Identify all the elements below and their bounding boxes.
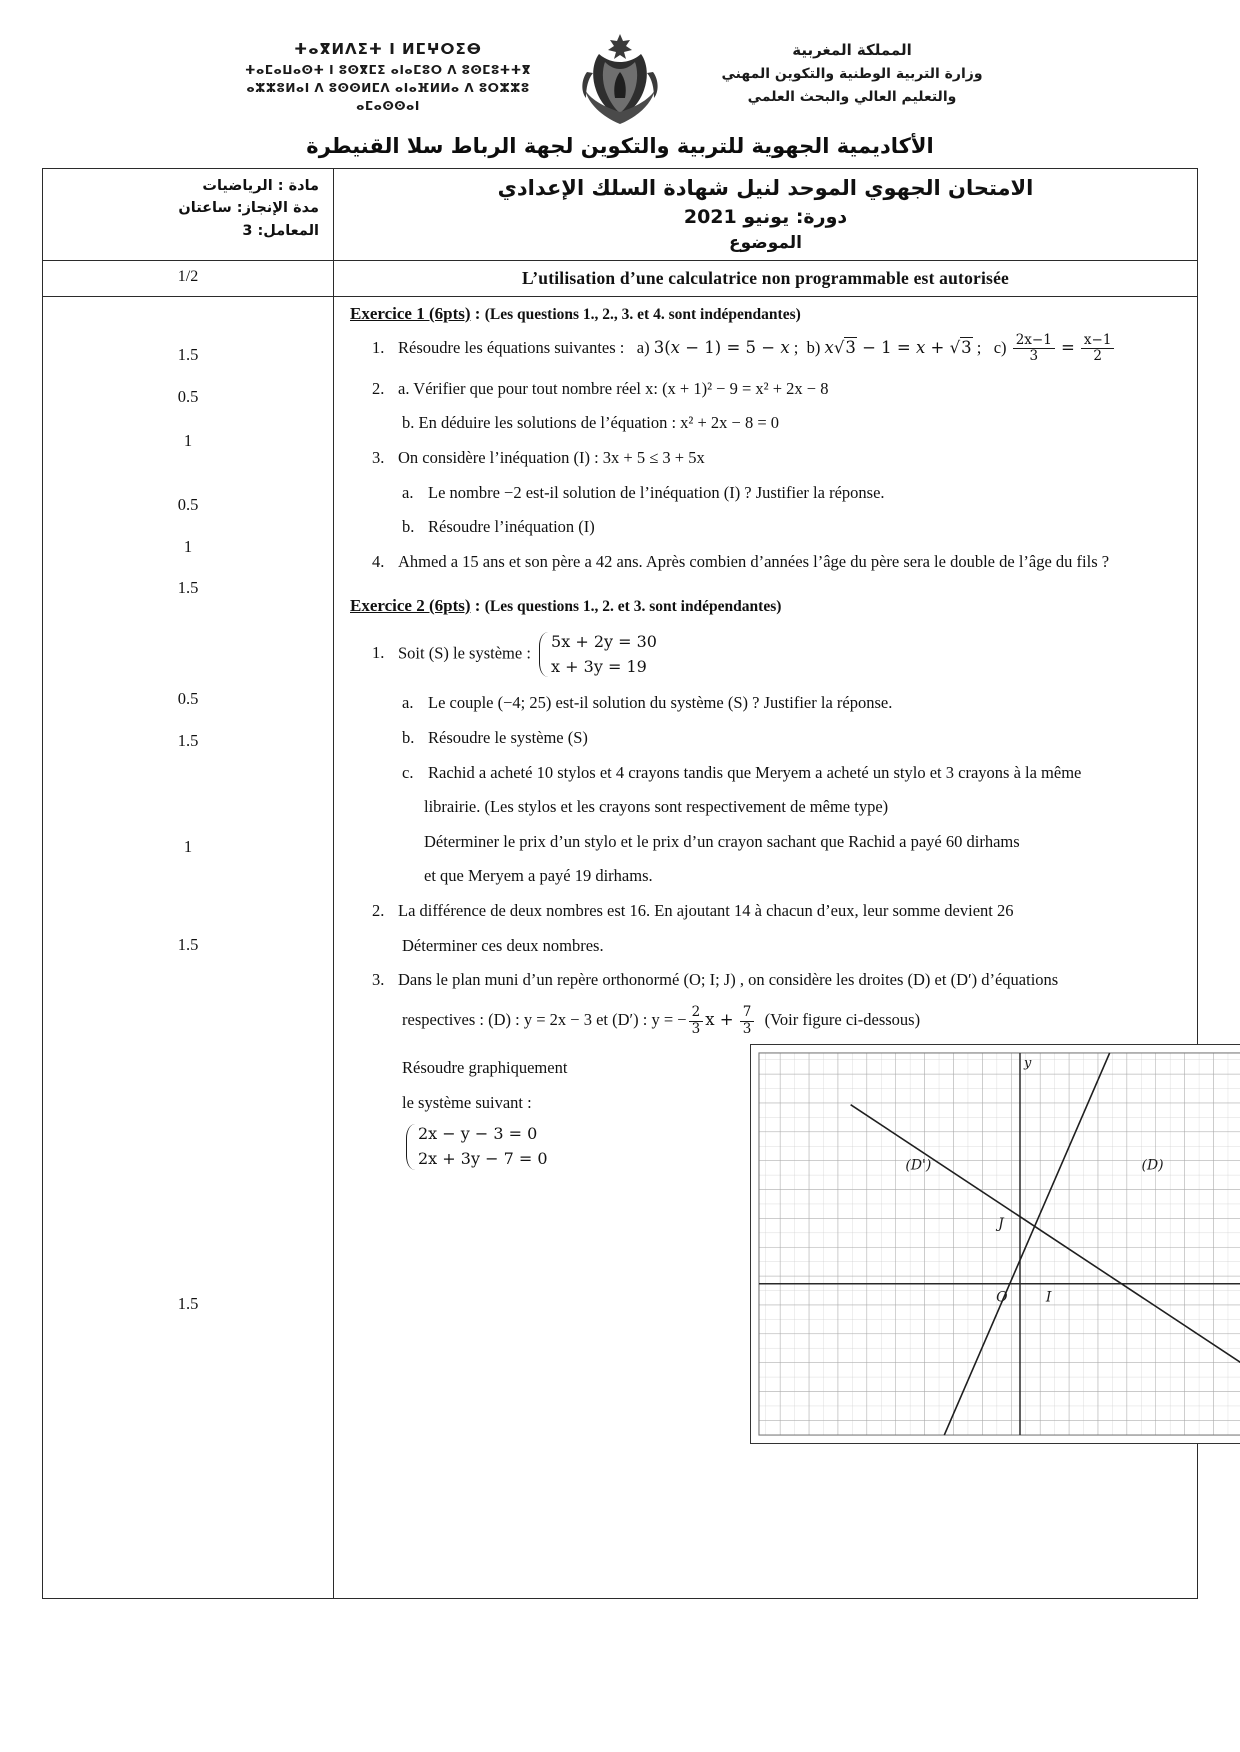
points-ex2-q1a: 0.5 [177, 688, 199, 708]
points-ex2-q1c: 1 [183, 836, 193, 856]
ex2-q2-line-2: Déterminer ces deux nombres. [402, 935, 604, 955]
exam-info-cell [43, 169, 334, 261]
ex1-q2-number: 2. [372, 378, 385, 398]
ex2-q1c-label: c. [402, 762, 414, 782]
ex2-q3-line-1: Dans le plan muni d’un repère orthonormé (O; I; J) , on considère les droites (D) et (D′) d’équations [398, 970, 1059, 990]
ex2-q3-frac2-denominator: 3 [740, 1021, 755, 1038]
ex1-q1c-denominator-right: 2 [1081, 348, 1115, 365]
calculator-note-row [43, 260, 1198, 296]
exercise-1-body [334, 296, 1198, 589]
ex2-q3-number: 3. [372, 970, 385, 990]
exercise-2-title: Exercice 2 (6pts) [350, 595, 471, 615]
ex1-q1-sep-1: ; [793, 337, 799, 357]
ex2-q1b-text: Résoudre le système (S) [428, 727, 588, 747]
ex1-q3b-label: b. [402, 517, 415, 537]
ex2-question-1a [350, 686, 1187, 721]
ex1-q1c-fraction-left [1013, 333, 1055, 365]
ex2-q1c-line-1: Rachid a acheté 10 stylos et 4 crayons tandis que Meryem a acheté un stylo et 3 crayons à la même [428, 762, 1082, 782]
ex2-q2-line-1: La différence de deux nombres est 16. En ajoutant 14 à chacun d’eux, leur somme devient 26 [398, 901, 1014, 921]
exam-sheet-table [42, 168, 1198, 1599]
ex1-question-3b [350, 510, 1187, 545]
ex1-q1a-label: a) [636, 337, 650, 357]
ex1-q3-text: On considère l’inéquation (I) : 3x + 5 ≤ 3 + 5x [398, 448, 705, 468]
ex1-question-2a [350, 372, 1187, 407]
ex1-question-2b [350, 406, 1187, 441]
ex2-q2-line-2-row [350, 929, 1187, 964]
points-ex1-q2a: 0.5 [177, 386, 199, 406]
ex2-q3-line-2-pre: respectives : (D) : y = 2x − 3 et (D′) : y = − [402, 1010, 687, 1030]
ex1-q3a-text: Le nombre −2 est-il solution de l’inéquation (I) ? Justifier la réponse. [428, 482, 885, 502]
exam-title: الامتحان الجهوي الموحد لنيل شهادة السلك الإعدادي [497, 176, 1034, 200]
ex2-q1c-line-4-row [350, 859, 1187, 894]
points-ex2-q1b: 1.5 [177, 730, 199, 750]
points-ex2-q2: 1.5 [177, 934, 199, 954]
svg-text:(D): (D) [1141, 1157, 1164, 1174]
tifinagh-line-1: ⵜⴰⴳⵍⴷⵉⵜ ⵏ ⵍⵎⵖⵔⵉⴱ [294, 40, 482, 58]
ex1-question-3 [350, 441, 1187, 476]
ex1-q1c-equals: = [1060, 337, 1075, 357]
exam-title-cell [334, 169, 1198, 261]
ex2-question-1 [350, 618, 1187, 687]
ex2-q1-system [537, 630, 657, 680]
ex2-q1-system-line-1: 5x + 2y = 30 [551, 631, 657, 651]
ex2-q1c-line-4: et que Meryem a payé 19 dirhams. [424, 866, 653, 886]
ex2-q3-graphic-block [350, 1044, 1187, 1478]
ex2-q3-fraction-1 [689, 1005, 704, 1037]
exercise-1-row [43, 296, 1198, 589]
ex2-q3-line-2-row [350, 998, 1187, 1044]
ex2-q1a-text: Le couple (−4; 25) est-il solution du système (S) ? Justifier la réponse. [428, 693, 893, 713]
ex2-q3-instruction-1: Résoudre graphiquement [402, 1058, 568, 1078]
exercise-1-heading [350, 297, 1187, 326]
ex1-q1c-numerator-left: 2x−1 [1015, 331, 1052, 348]
exam-subject-word: الموضوع [729, 232, 802, 253]
ex2-q3-fraction-2 [740, 1005, 755, 1037]
svg-text:y: y [1023, 1055, 1032, 1071]
svg-text:(D'): (D') [905, 1157, 932, 1174]
tifinagh-line-3: ⴰⵣⵣⵓⵍⴰⵏ ⴷ ⵓⵙⵙⵍⵎⴷ ⴰⵏⴰⴼⵍⵍⴰ ⴷ ⵓⵔⵣⵣⵓ ⴰⵎⴰⵙⵙⴰⵏ [246, 80, 530, 113]
points-ex1-q3b: 1 [183, 536, 193, 556]
arabic-line-3: والتعليم العالي والبحث العلمي [747, 88, 957, 105]
ex1-question-1 [350, 326, 1187, 372]
academy-name: الأكاديمية الجهوية للتربية والتكوين لجهة الرباط سلا القنيطرة [306, 134, 934, 158]
exercise-2-subtitle: (Les questions 1., 2. et 3. sont indépendantes) [484, 597, 782, 615]
ex1-q1c-numerator-right: x−1 [1083, 331, 1112, 348]
ex1-q1b-expression: x√3 − 1 = x + √3 [824, 337, 972, 357]
ex2-q3-frac1-numerator: 2 [691, 1003, 701, 1020]
points-ex1-q3a: 0.5 [177, 494, 199, 514]
exercise-1-colon: : [470, 303, 485, 323]
ex1-q1c-fraction-right [1081, 333, 1115, 365]
points-ex1-q2b: 1 [183, 430, 193, 450]
ex2-q1c-line-3-row [350, 825, 1187, 860]
ex1-q1-sep-2: ; [976, 337, 982, 357]
tifinagh-ministry-text [223, 30, 553, 115]
exercise-2-heading [350, 589, 1187, 618]
ex1-q1c-denominator-left: 3 [1013, 348, 1055, 365]
exercise-1-subtitle: (Les questions 1., 2., 3. et 4. sont indépendantes) [484, 305, 801, 323]
ex1-q4-number: 4. [372, 551, 385, 571]
svg-text:J: J [998, 1216, 1004, 1233]
ex1-q2a-text: a. Vérifier que pour tout nombre réel x: (x + 1)² − 9 = x² + 2x − 8 [398, 378, 829, 398]
ex1-q3-number: 3. [372, 448, 385, 468]
svg-text:O: O [996, 1289, 1008, 1306]
points-ex2-q3: 1.5 [177, 1293, 199, 1313]
ex1-q1-number: 1. [372, 337, 385, 357]
exam-session: دورة: يونيو 2021 [683, 206, 848, 229]
duration-line: مدة الإنجاز: ساعتان [178, 200, 319, 217]
coordinate-graph-figure [750, 1044, 1240, 1444]
exercise-2-body [334, 589, 1198, 1599]
arabic-line-2: وزارة التربية الوطنية والتكوين المهني [721, 65, 983, 82]
ex2-q3-line-2-mid: x + [705, 1010, 734, 1030]
ex1-q1a-expression: 3(x − 1) = 5 − x [653, 337, 790, 357]
ex2-q3-frac1-denominator: 3 [689, 1021, 704, 1038]
ex1-q1b-label: b) [806, 337, 821, 357]
ex2-q1-text: Soit (S) le système : [398, 643, 531, 663]
ex2-q1c-line-2-row [350, 790, 1187, 825]
ex2-q3-system-line-2: 2x + 3y − 7 = 0 [418, 1149, 548, 1169]
arabic-line-1: المملكة المغربية [792, 41, 912, 59]
ex2-q1a-label: a. [402, 693, 414, 713]
ex2-q3-system-line-1: 2x − y − 3 = 0 [418, 1124, 538, 1144]
ex2-question-3 [350, 963, 1187, 998]
exercise-1-points-column [43, 296, 334, 597]
ex2-q2-number: 2. [372, 901, 385, 921]
tifinagh-line-2: ⵜⴰⵎⴰⵡⴰⵙⵜ ⵏ ⵓⵙⴳⵎⵉ ⴰⵏⴰⵎⵓⵔ ⴷ ⵓⵙⵎⵓⵜⵜⴳ [245, 62, 531, 77]
ex1-q3b-text: Résoudre l’inéquation (I) [428, 517, 595, 537]
ex1-q3a-label: a. [402, 482, 414, 502]
ex2-q1c-line-3: Déterminer le prix d’un stylo et le prix d’un crayon sachant que Rachid a payé 60 dirhams [424, 831, 1020, 851]
ex1-q4-text: Ahmed a 15 ans et son père a 42 ans. Après combien d’années l’âge du père sera le double de l’âge du fils ? [398, 551, 1110, 571]
ex2-q3-frac2-numerator: 7 [742, 1003, 752, 1020]
ex1-question-3a [350, 476, 1187, 511]
exercise-1-title: Exercice 1 (6pts) [350, 303, 471, 323]
ex2-q1-system-line-2: x + 3y = 19 [551, 656, 647, 676]
ex2-q3-system [404, 1122, 548, 1172]
svg-text:I: I [1045, 1289, 1052, 1306]
ex1-q1-text: Résoudre les équations suivantes : [398, 337, 625, 357]
ex2-q1c-line-2: librairie. (Les stylos et les crayons sont respectivement de même type) [424, 797, 889, 817]
ex2-question-1c [350, 756, 1187, 791]
sheet-header-row [43, 169, 1198, 261]
bottom-spacer [350, 1478, 1187, 1598]
document-masthead [0, 0, 1240, 128]
points-ex1-q4: 1.5 [177, 577, 199, 597]
ex2-question-2 [350, 894, 1187, 929]
calculator-note: L’utilisation d’une calculatrice non programmable est autorisée [334, 260, 1198, 296]
ex2-q3-line-2-post: (Voir figure ci-dessous) [764, 1010, 921, 1030]
ex1-q2b-text: b. En déduire les solutions de l’équation : x² + 2x − 8 = 0 [402, 413, 780, 433]
ex2-question-1b [350, 721, 1187, 756]
ex2-q1b-label: b. [402, 727, 415, 747]
exercise-2-row [43, 589, 1198, 1599]
exercise-2-points-column [43, 589, 334, 1599]
ex2-q1-number: 1. [372, 643, 385, 663]
points-ex1-q1: 1.5 [177, 344, 199, 364]
ex1-q1c-label: c) [993, 337, 1007, 357]
arabic-ministry-text [687, 30, 1017, 109]
exercise-2-colon: : [470, 595, 485, 615]
coefficient-line: المعامل: 3 [242, 222, 319, 239]
subject-line: مادة : الرياضيات [202, 178, 319, 194]
ex2-q3-instruction-2: le système suivant : [402, 1092, 532, 1112]
ex1-question-4 [350, 545, 1187, 583]
page-number: 1/2 [43, 260, 334, 296]
morocco-coat-of-arms-icon [577, 32, 663, 128]
